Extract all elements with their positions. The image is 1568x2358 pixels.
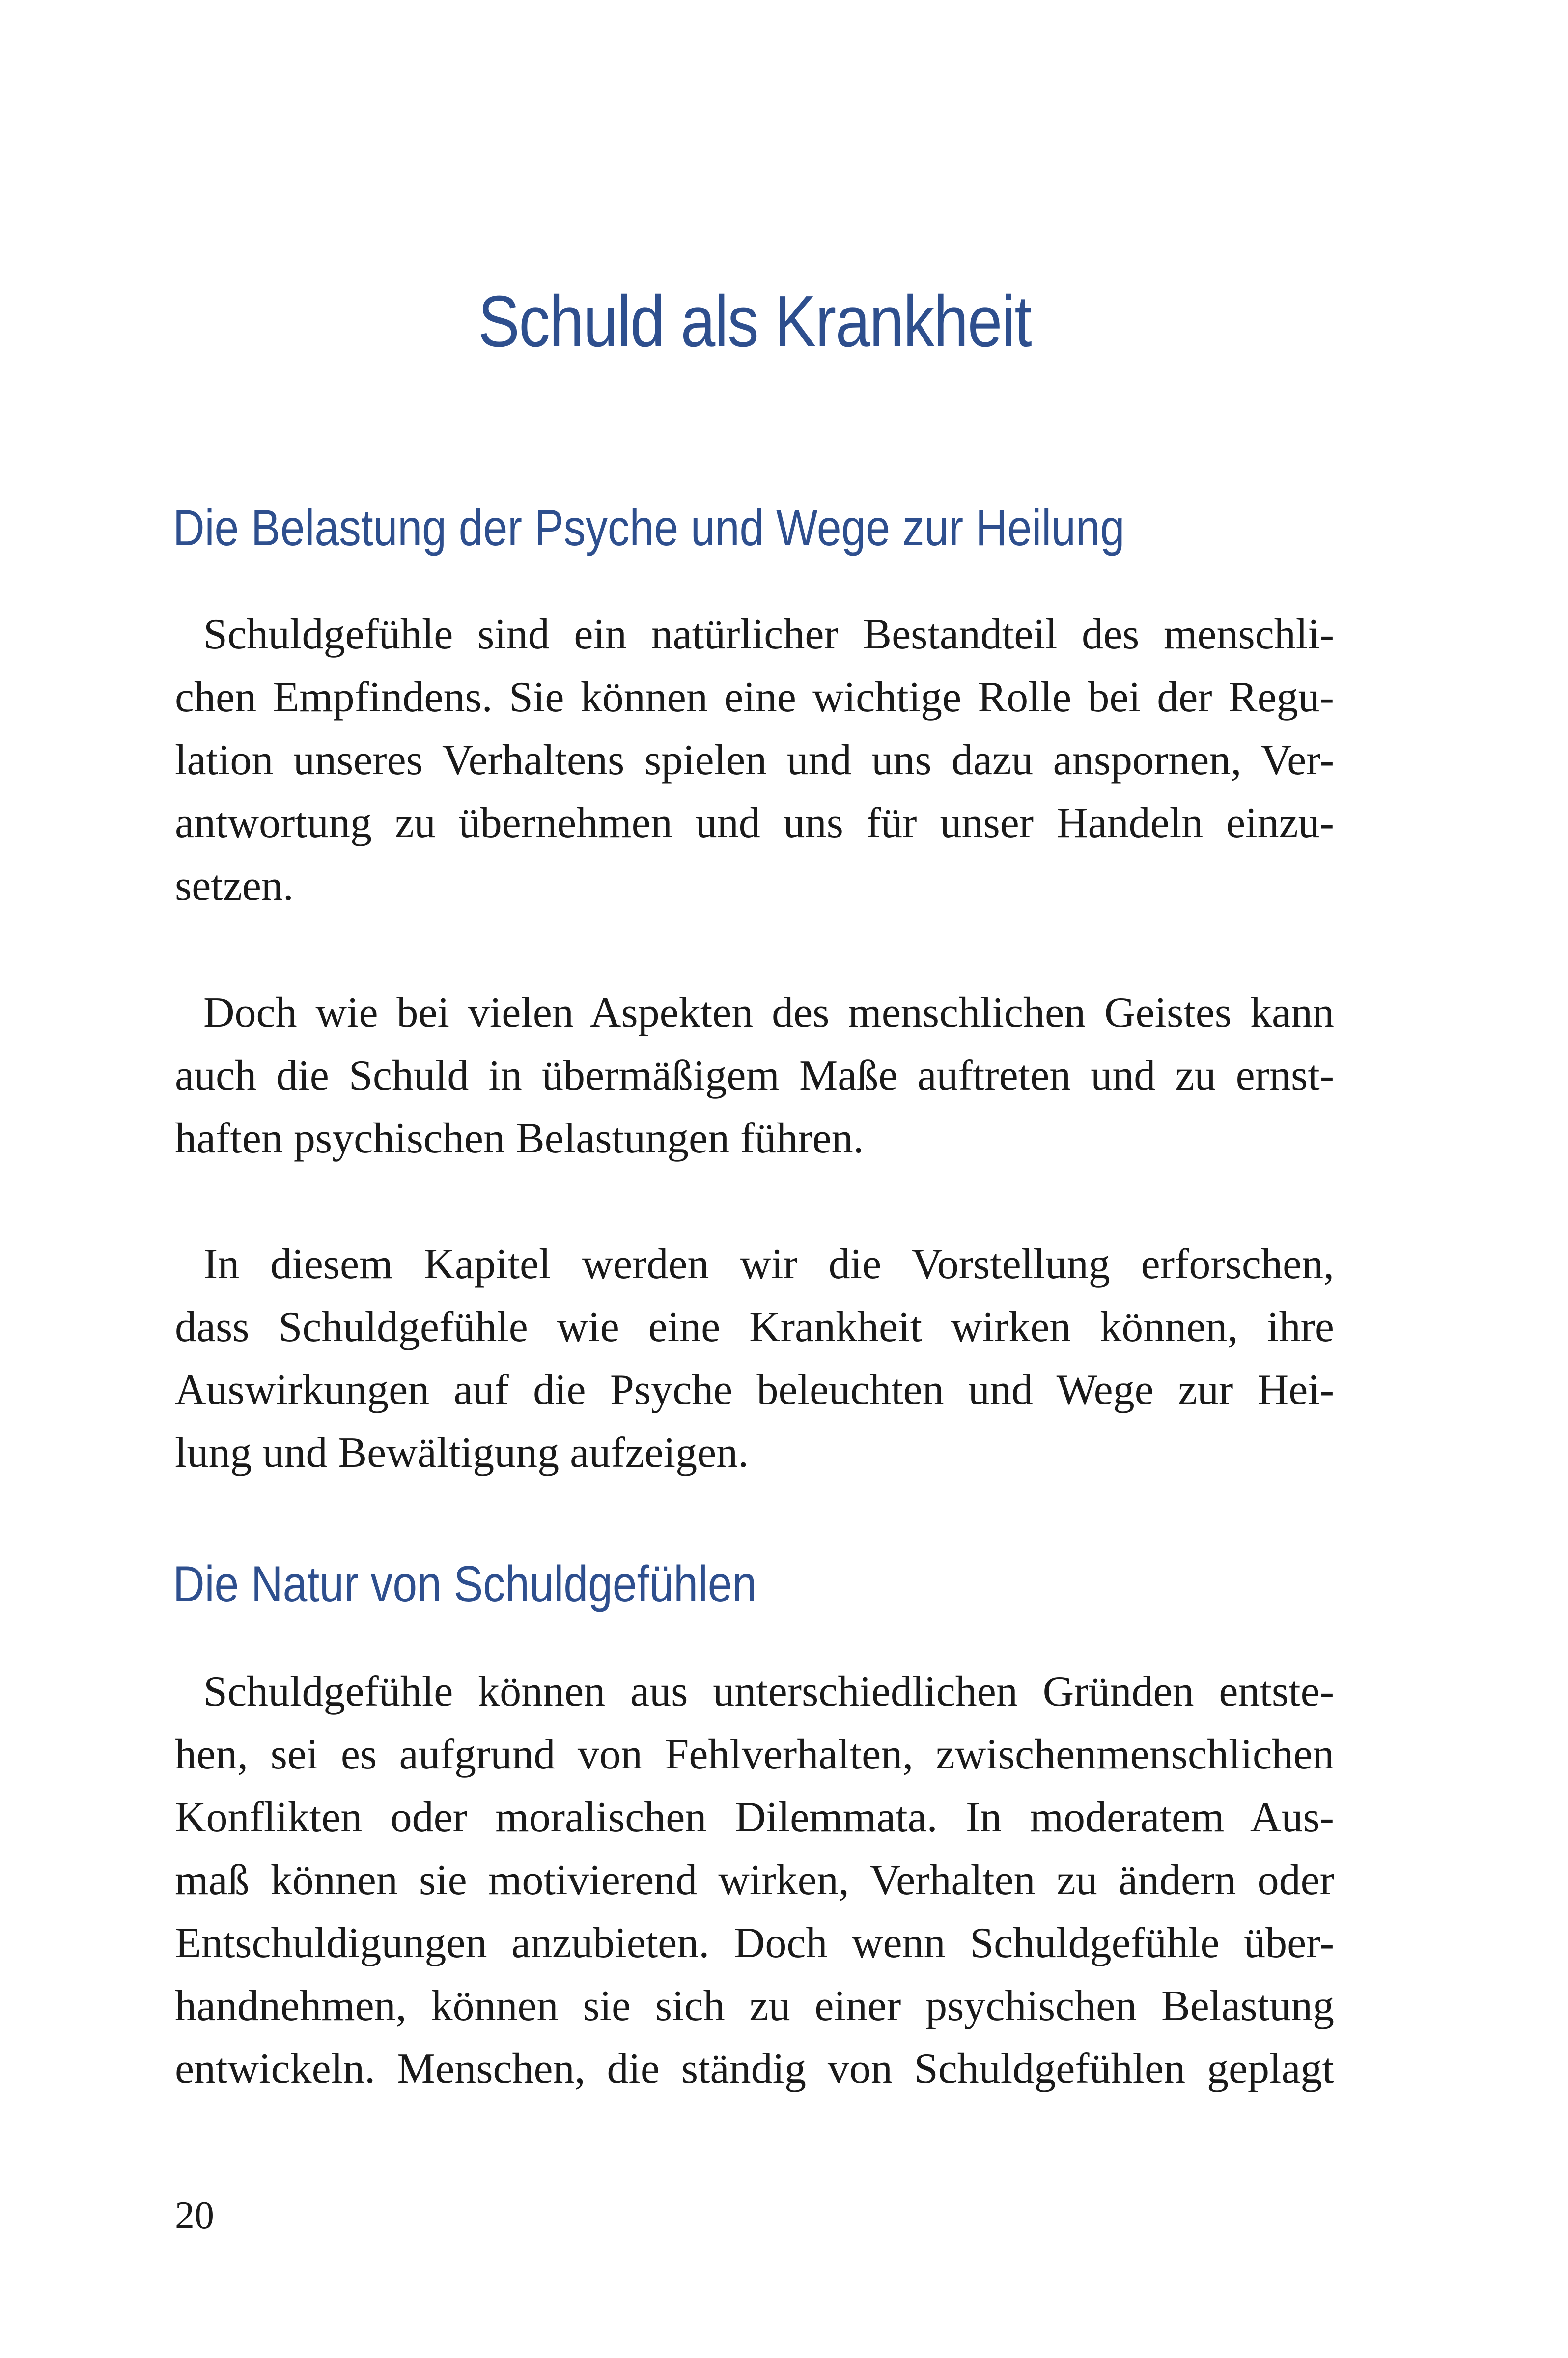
section-heading-natur: Die Natur von Schuldgefühlen [173,1556,757,1613]
page-number: 20 [175,2194,214,2237]
paragraph-natur-schuldgefuehle [175,1660,1334,2101]
text-line: handnehmen, können sie sich zu einer psychischen Belastung [175,1982,1334,2030]
text-line: Schuldgefühle sind ein natürlicher Bestandteil des menschli- [203,611,1334,658]
paragraph-kapitel-ueberblick [175,1233,1334,1485]
text-line: setzen. [175,862,294,910]
text-line: Doch wie bei vielen Aspekten des menschlichen Geistes kann [203,989,1334,1037]
text-line: hen, sei es aufgrund von Fehlverhalten, zwischenmenschlichen [175,1731,1334,1778]
text-line: chen Empfindens. Sie können eine wichtige Rolle bei der Regu- [175,674,1334,721]
paragraph-uebermaessige-schuld [175,982,1334,1170]
text-line: haften psychischen Belastungen führen. [175,1115,864,1162]
text-line: entwickeln. Menschen, die ständig von Schuldgefühlen geplagt [175,2045,1334,2093]
text-line: dass Schuldgefühle wie eine Krankheit wirken können, ihre [175,1303,1334,1351]
text-line: Konflikten oder moralischen Dilemmata. In moderatem Aus- [175,1794,1334,1841]
text-line: Schuldgefühle können aus unterschiedlichen Gründen entste- [203,1668,1334,1715]
chapter-title: Schuld als Krankheit [478,281,1031,362]
text-line: Entschuldigungen anzubieten. Doch wenn Schuldgefühle über- [175,1919,1334,1967]
text-line: Auswirkungen auf die Psyche beleuchten und Wege zur Hei- [175,1366,1334,1414]
text-line: maß können sie motivierend wirken, Verhalten zu ändern oder [175,1856,1334,1904]
text-line: lation unseres Verhaltens spielen und uns dazu anspornen, Ver- [175,736,1334,784]
section-heading-belastung: Die Belastung der Psyche und Wege zur Heilung [173,500,1125,557]
text-line: antwortung zu übernehmen und uns für unser Handeln einzu- [175,799,1334,847]
text-line: lung und Bewältigung aufzeigen. [175,1429,749,1477]
text-line: In diesem Kapitel werden wir die Vorstellung erforschen, [203,1240,1334,1288]
paragraph-schuldgefuehle-intro [175,603,1334,918]
text-line: auch die Schuld in übermäßigem Maße auftreten und zu ernst- [175,1052,1334,1099]
